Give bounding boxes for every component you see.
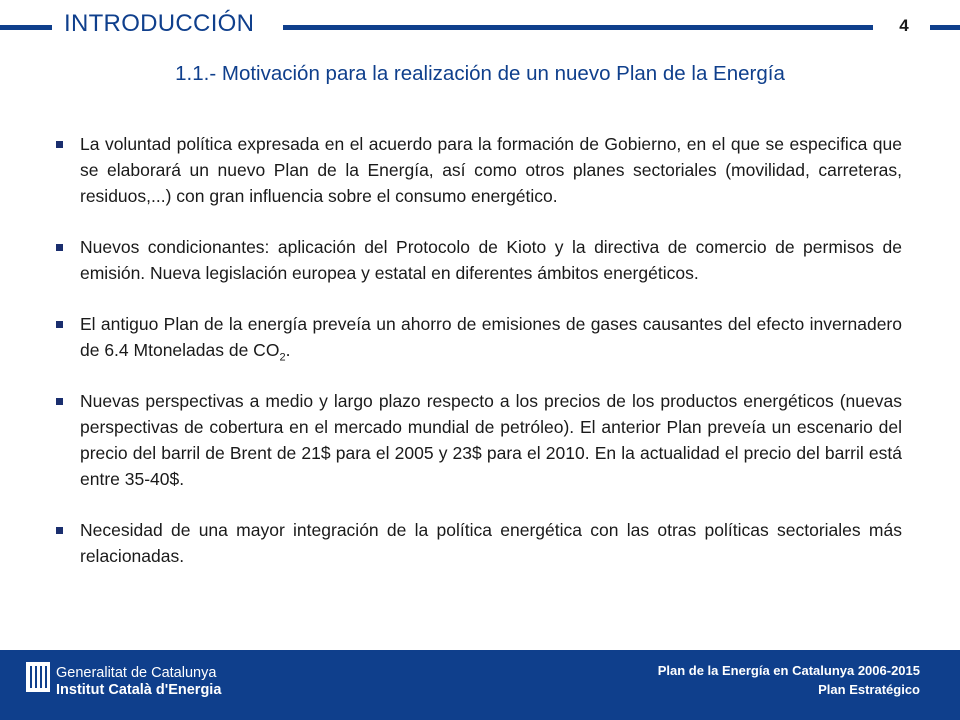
square-bullet-icon [56, 244, 63, 251]
square-bullet-icon [56, 398, 63, 405]
bullet-text-part: El antiguo Plan de la energía preveía un ahorro de emisiones de gases causantes del efecto invernadero de 6.4 Mtoneladas de CO [80, 314, 902, 360]
generalitat-emblem-icon [26, 662, 50, 692]
bullet-text: Nuevos condicionantes: aplicación del Protocolo de Kioto y la directiva de comercio de permisos de emisión. Nueva legislación europea y estatal en diferentes ámbitos energéticos. [80, 237, 902, 283]
bullet-text-end: . [285, 340, 291, 360]
bullet-item [48, 131, 902, 209]
square-bullet-icon [56, 321, 63, 328]
subscript-2: 2 [279, 351, 286, 364]
footer-bar [0, 650, 960, 720]
bullet-text: La voluntad política expresada en el acuerdo para la formación de Gobierno, en el que se especifica que se elaborará un nuevo Plan de la Energía, así como otros planes sectoriales (movilidad, carreteras, residuos,...) con gran influencia sobre el consumo energético. [80, 134, 902, 206]
bullet-item [48, 517, 902, 569]
header-rule-right [930, 25, 960, 30]
page-number: 4 [899, 16, 909, 35]
header-rule-left [0, 25, 52, 30]
square-bullet-icon [56, 527, 63, 534]
logo-line-generalitat: Generalitat de Catalunya [56, 665, 217, 681]
bullet-item [48, 234, 902, 286]
logo-line-institut: Institut Català d'Energia [56, 682, 222, 698]
bullet-text [80, 314, 902, 364]
footer-plan-title: Plan de la Energía en Catalunya 2006-2015 [657, 663, 920, 678]
bullet-text: Nuevas perspectivas a medio y largo plazo respecto a los precios de los productos energéticos (nuevas perspectivas de cobertura en el mercado mundial de petróleo). El anterior Plan preveía un escenario del precio del barril de Brent de 21$ para el 2005 y 23$ para el 2010. En la actualidad el precio del barril está entre 35-40$. [80, 391, 902, 489]
footer-plan-subtitle: Plan Estratégico [818, 682, 920, 697]
bullet-item [48, 311, 902, 363]
bullet-text: Necesidad de una mayor integración de la política energética con las otras políticas sectoriales más relacionadas. [80, 520, 902, 566]
bullet-list [48, 131, 902, 594]
square-bullet-icon [56, 141, 63, 148]
section-title: INTRODUCCIÓN [64, 10, 255, 37]
header-rule-middle [283, 25, 873, 30]
slide-title: 1.1.- Motivación para la realización de un nuevo Plan de la Energía [175, 62, 785, 85]
bullet-item [48, 388, 902, 492]
